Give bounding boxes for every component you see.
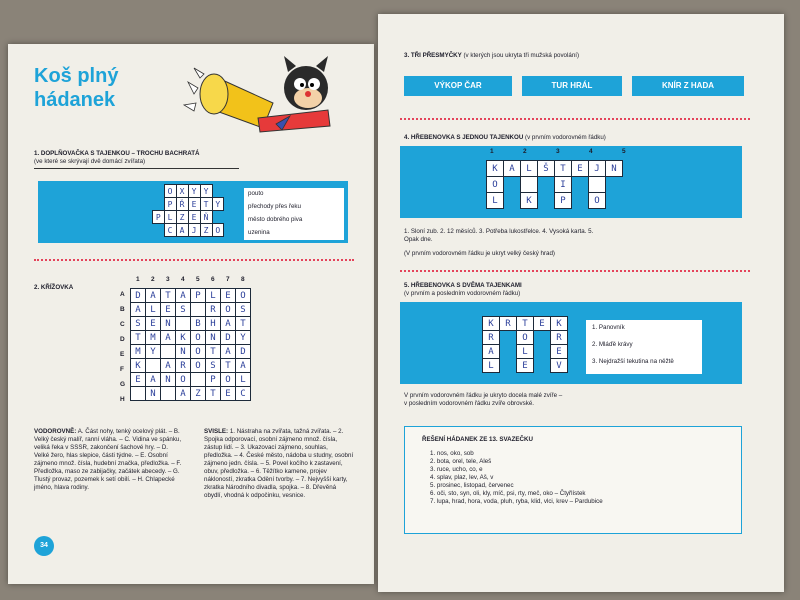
crossword-cell[interactable]: S xyxy=(206,359,221,373)
grid-cell[interactable]: L xyxy=(164,211,176,224)
right-page xyxy=(378,14,784,592)
section5-heading: 5. HŘEBENOVKA S DVĚMA TAJENKAMI xyxy=(404,282,522,289)
crossword-cell[interactable]: D xyxy=(131,289,146,303)
crossword-grid xyxy=(130,288,251,401)
vodorovne-text: A. Část nohy, tenký ocelový plát. – B. Velký český malíř, ranní vláha. – C. Vidina ve spánku, veliká řeka v SSSR, zakončení šachové hry. – D. Velké žero, hlas slepice, části týdne. – E. Osobní zájmeno množ. čísla, hudební značka, předložka. – F. Předložka, maso ze zabijačky, začátek abecedy. – G. Tlustý provaz, pozemek k setí obilí. – H. Chlapecké jméno, hlava rodiny. xyxy=(34,428,182,491)
crossword-cell[interactable]: N xyxy=(161,317,176,331)
crossword-cell[interactable]: E xyxy=(221,387,236,401)
crossword-cell[interactable]: O xyxy=(221,373,236,387)
comb-gap xyxy=(572,193,589,209)
grid-cell[interactable]: Z xyxy=(176,211,188,224)
column-label: 5 xyxy=(196,276,200,283)
section-divider xyxy=(400,118,750,120)
comb-cell[interactable]: E xyxy=(534,317,551,331)
comb-cell[interactable]: K xyxy=(551,317,568,331)
comb-cell[interactable]: K xyxy=(487,161,504,177)
crossword-cell[interactable]: S xyxy=(176,303,191,317)
crossword-cell[interactable]: T xyxy=(131,331,146,345)
comb-gap xyxy=(504,193,521,209)
section1-clue: uzenina xyxy=(248,229,270,236)
row-label: F xyxy=(120,366,124,373)
column-label: 3 xyxy=(166,276,170,283)
crossword-cell[interactable]: L xyxy=(146,303,161,317)
comb-gap xyxy=(534,359,551,373)
comb-cell[interactable]: K xyxy=(521,193,538,209)
crossword-cell[interactable] xyxy=(191,373,206,387)
column-label: 4 xyxy=(181,276,185,283)
comb-gap xyxy=(500,359,517,373)
crossword-cell[interactable]: D xyxy=(221,331,236,345)
solution-line: 6. oči, sto, syn, oli, kly, míč, psi, rty, meč, oko – Čtyřlístek xyxy=(430,490,586,497)
section3-subheading: (v kterých jsou ukryta tři mužská povolání) xyxy=(463,52,580,59)
anagram-box: KNÍR Z HADA xyxy=(632,76,744,96)
crossword-cell[interactable]: T xyxy=(206,387,221,401)
crossword-cell[interactable]: O xyxy=(236,289,251,303)
section1-clue: město dobrého piva xyxy=(248,216,303,223)
comb-cell[interactable]: T xyxy=(517,317,534,331)
section5-note-1: V prvním vodorovném řádku je ukryto docela malé zvíře – xyxy=(404,392,563,399)
crossword-cell[interactable]: A xyxy=(176,387,191,401)
row-label: C xyxy=(120,321,125,328)
grid-cell[interactable]: E xyxy=(188,211,200,224)
section1-clue: přechody přes řeku xyxy=(248,203,301,210)
column-label: 6 xyxy=(211,276,215,283)
crossword-cell[interactable]: M xyxy=(131,345,146,359)
grid-cell[interactable]: O xyxy=(212,224,224,237)
section4-title xyxy=(404,134,606,142)
comb-gap xyxy=(504,177,521,193)
section4-heading: 4. HŘEBENOVKA S JEDNOU TAJENKOU xyxy=(404,134,524,141)
crossword-cell[interactable]: N xyxy=(161,373,176,387)
svisle-label: SVISLE: xyxy=(204,428,229,435)
section1-clue: pouto xyxy=(248,190,264,197)
grid-cell[interactable]: Y xyxy=(212,198,224,211)
crossword-cell[interactable]: D xyxy=(236,345,251,359)
grid-cell[interactable]: A xyxy=(176,224,188,237)
comb-cell[interactable]: Š xyxy=(538,161,555,177)
solution-line: 7. lupa, hrad, hora, voda, pluh, ryba, klid, vlci, krev – Pardubice xyxy=(430,498,603,505)
crossword-cell[interactable]: K xyxy=(131,359,146,373)
crossword-cell[interactable]: E xyxy=(146,317,161,331)
comb-cell[interactable]: R xyxy=(500,317,517,331)
svisle-text: 1. Nástraha na zvířata, tažná zvířata. – 2. Spojka odporovací, osobní zájmeno množ. čísla, zástup lidí. – 3. Ukazovací zájmeno, souhlas, předložka. – 4. České město, nádoba u studny, osobní zájmeno jedn. čísla. – 5. Povel kočího k zastavení, obuv, předložka. – 6. Těžítko kamene, projev nákloností, zkratka Odění tvorby. – 7. Nejvyšší karty, zkratka Národního divadla, spojka. – 8. Dřevěná obydlí, vhodná k odpočinku, vesnice. xyxy=(204,428,354,499)
comb-cell[interactable]: E xyxy=(551,345,568,359)
column-label: 1 xyxy=(136,276,140,283)
crossword-cell[interactable]: A xyxy=(221,345,236,359)
grid-cell[interactable]: P xyxy=(153,211,165,224)
grid-cell[interactable]: T xyxy=(200,198,212,211)
hrebenovka1-grid xyxy=(486,160,623,209)
comb-gap xyxy=(534,345,551,359)
crossword-cell[interactable] xyxy=(191,303,206,317)
comb-cell[interactable]: E xyxy=(517,359,534,373)
crossword-cell[interactable]: O xyxy=(191,331,206,345)
comb-cell[interactable]: L xyxy=(483,359,500,373)
solutions-heading: ŘEŠENÍ HÁDANEK ZE 13. SVAZEČKU xyxy=(422,436,533,443)
crossword-cell[interactable]: A xyxy=(161,331,176,345)
section4-clues: 1. Sloní zub. 2. 12 měsíců. 3. Potřeba lukostřelce. 4. Vysoká karta. 5. Opak dne. xyxy=(404,228,594,243)
crossword-cell[interactable]: A xyxy=(146,373,161,387)
crossword-cell[interactable] xyxy=(146,359,161,373)
comb-cell[interactable]: T xyxy=(555,161,572,177)
crossword-cell[interactable]: L xyxy=(206,289,221,303)
grid-cell[interactable]: J xyxy=(188,224,200,237)
grid-cell[interactable]: Ň xyxy=(200,211,212,224)
comb-cell[interactable]: K xyxy=(483,317,500,331)
crossword-cell[interactable] xyxy=(131,387,146,401)
grid-cell[interactable]: Y xyxy=(188,185,200,198)
grid-cell[interactable]: P xyxy=(164,198,176,211)
row-label: A xyxy=(120,291,125,298)
row-label: B xyxy=(120,306,125,313)
crossword-cell[interactable]: R xyxy=(206,303,221,317)
column-label: 2 xyxy=(523,148,527,155)
anagram-box: VÝKOP ČAR xyxy=(404,76,512,96)
cat-illustration xyxy=(178,48,348,138)
section1-heading: 1. DOPLŇOVAČKA S TAJENKOU – TROCHU BACHRATÁ xyxy=(34,150,200,157)
crossword-cell[interactable]: A xyxy=(146,289,161,303)
comb-cell[interactable] xyxy=(521,177,538,193)
row-label: D xyxy=(120,336,125,343)
crossword-cell[interactable]: S xyxy=(236,303,251,317)
row-label: G xyxy=(120,381,126,388)
crossword-cell[interactable] xyxy=(161,345,176,359)
crossword-cell[interactable]: E xyxy=(221,289,236,303)
crossword-cell[interactable]: L xyxy=(236,373,251,387)
crossword-cell[interactable]: O xyxy=(221,303,236,317)
crossword-cell[interactable]: H xyxy=(206,317,221,331)
section4-note: (V prvním vodorovném řádku je ukryt velký český hrad) xyxy=(404,250,555,257)
section5-clue: 1. Panovník xyxy=(592,324,625,331)
comb-gap xyxy=(606,177,623,193)
column-label: 3 xyxy=(556,148,560,155)
row-label: E xyxy=(120,351,125,358)
comb-cell[interactable]: N xyxy=(606,161,623,177)
crossword-cell[interactable]: R xyxy=(176,359,191,373)
crossword-cell[interactable] xyxy=(176,317,191,331)
crossword-cell[interactable]: E xyxy=(161,303,176,317)
row-label: H xyxy=(120,396,125,403)
solution-line: 5. prosinec, listopad, červenec xyxy=(430,482,514,489)
grid-cell[interactable]: Ř xyxy=(176,198,188,211)
crossword-cell[interactable]: T xyxy=(206,345,221,359)
comb-gap xyxy=(500,331,517,345)
column-label: 4 xyxy=(589,148,593,155)
column-label: 2 xyxy=(151,276,155,283)
grid-cell[interactable]: E xyxy=(188,198,200,211)
section-divider xyxy=(34,259,354,261)
grid-cell[interactable]: C xyxy=(164,224,176,237)
grid-cell[interactable]: X xyxy=(176,185,188,198)
comb-cell[interactable]: L xyxy=(521,161,538,177)
column-label: 1 xyxy=(490,148,494,155)
crossword-cell[interactable]: T xyxy=(161,289,176,303)
crossword-cell[interactable]: P xyxy=(206,373,221,387)
comb-gap xyxy=(538,177,555,193)
column-label: 5 xyxy=(622,148,626,155)
column-label: 7 xyxy=(226,276,230,283)
comb-cell[interactable]: I xyxy=(555,177,572,193)
crossword-cell[interactable]: A xyxy=(236,359,251,373)
comb-cell[interactable]: J xyxy=(589,161,606,177)
section-divider xyxy=(400,270,750,272)
comb-cell[interactable]: O xyxy=(487,177,504,193)
comb-cell[interactable]: R xyxy=(551,331,568,345)
comb-cell[interactable]: A xyxy=(504,161,521,177)
comb-gap xyxy=(500,345,517,359)
crossword-cell[interactable]: T xyxy=(221,359,236,373)
crossword-cell[interactable]: T xyxy=(236,317,251,331)
crossword-cell[interactable]: O xyxy=(191,359,206,373)
anagram-box: TUR HRÁL xyxy=(522,76,622,96)
section5-clue: 3. Nejdražší tekutina na něžtě xyxy=(592,358,674,365)
solution-line: 4. splav, plaz, lev, Aš, v xyxy=(430,474,494,481)
grid-cell[interactable]: Z xyxy=(200,224,212,237)
crossword-cell[interactable]: A xyxy=(221,317,236,331)
crossword-cell[interactable]: O xyxy=(191,345,206,359)
crossword-cell[interactable]: A xyxy=(161,359,176,373)
comb-cell[interactable]: O xyxy=(517,331,534,345)
section2-heading: 2. KŘÍŽOVKA xyxy=(34,284,74,291)
comb-cell[interactable] xyxy=(589,177,606,193)
crossword-cell[interactable]: C xyxy=(236,387,251,401)
solution-line: 1. nos, oko, sob xyxy=(430,450,474,457)
comb-gap xyxy=(572,177,589,193)
section5-clue: 2. Mláďě krávy xyxy=(592,341,633,348)
divider xyxy=(34,168,239,169)
grid-cell[interactable]: Y xyxy=(200,185,212,198)
hrebenovka2-grid xyxy=(482,316,568,373)
left-page xyxy=(8,44,374,584)
comb-cell[interactable]: O xyxy=(589,193,606,209)
crossword-cell[interactable]: S xyxy=(131,317,146,331)
crossword-cell[interactable]: Z xyxy=(191,387,206,401)
page-title-line2: hádanek xyxy=(34,89,116,111)
section4-column-labels xyxy=(488,148,648,160)
comb-gap xyxy=(534,331,551,345)
section1-subheading: (ve které se skrývají dvě domácí zvířata) xyxy=(34,158,146,165)
section5-subheading: (v prvním a posledním vodorovném řádku) xyxy=(404,290,521,297)
solution-line: 2. bota, orel, tele, Aleš xyxy=(430,458,492,465)
page-title-line1: Koš plný xyxy=(34,65,119,87)
section3-title xyxy=(404,52,579,60)
crossword-cell[interactable]: N xyxy=(176,345,191,359)
page-number-badge: 34 xyxy=(34,536,54,556)
crossword-cell[interactable]: N xyxy=(206,331,221,345)
comb-cell[interactable]: E xyxy=(572,161,589,177)
grid-cell[interactable]: O xyxy=(164,185,176,198)
vodorovne-label: VODOROVNĚ: xyxy=(34,428,77,435)
solution-line: 3. ruce, ucho, co, e xyxy=(430,466,483,473)
crossword-cell[interactable]: K xyxy=(176,331,191,345)
crossword-cell[interactable]: O xyxy=(176,373,191,387)
comb-cell[interactable]: L xyxy=(487,193,504,209)
comb-cell[interactable]: L xyxy=(517,345,534,359)
crossword-cell[interactable]: P xyxy=(191,289,206,303)
comb-gap xyxy=(606,193,623,209)
crossword-cell[interactable]: A xyxy=(176,289,191,303)
section5-note-2: v posledním vodorovném řádku zvíře obrovské. xyxy=(404,400,534,407)
vodorovne-clues xyxy=(34,428,184,492)
crossword-cell[interactable]: Y xyxy=(146,345,161,359)
crossword-cell[interactable] xyxy=(161,387,176,401)
solutions-list xyxy=(430,450,603,506)
comb-cell[interactable]: A xyxy=(483,345,500,359)
column-label: 8 xyxy=(241,276,245,283)
comb-cell[interactable]: P xyxy=(555,193,572,209)
crossword-cell[interactable]: M xyxy=(146,331,161,345)
crossword-cell[interactable]: N xyxy=(146,387,161,401)
svisle-clues xyxy=(204,428,354,500)
section3-heading: 3. TŘI PŘESMYČKY xyxy=(404,52,462,59)
comb-cell[interactable]: V xyxy=(551,359,568,373)
section1-grid xyxy=(152,184,224,237)
comb-cell[interactable]: R xyxy=(483,331,500,345)
crossword-cell[interactable]: E xyxy=(131,373,146,387)
crossword-cell[interactable]: B xyxy=(191,317,206,331)
crossword-cell[interactable]: A xyxy=(131,303,146,317)
comb-gap xyxy=(538,193,555,209)
section4-subheading: (v prvním vodorovném řádku) xyxy=(525,134,606,141)
crossword-cell[interactable]: Y xyxy=(236,331,251,345)
